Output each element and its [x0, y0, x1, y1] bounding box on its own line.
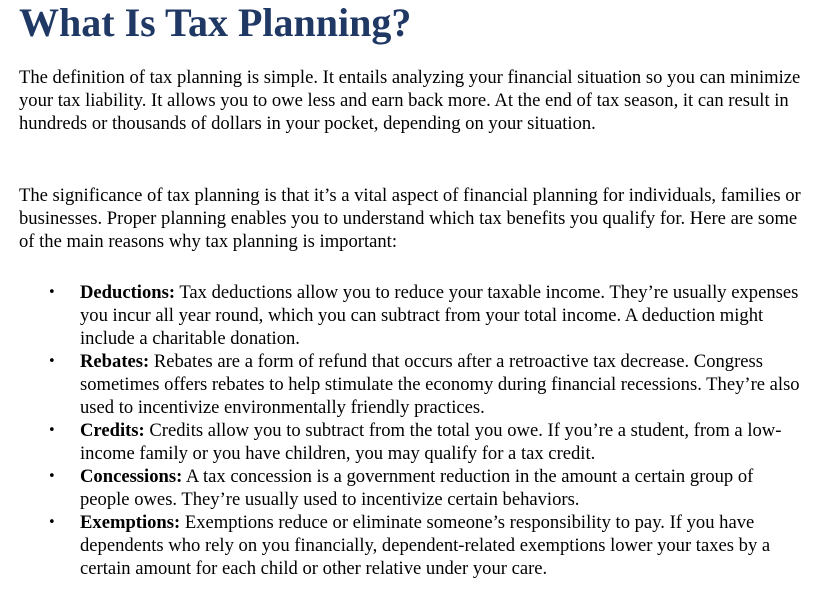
- reasons-list: [19, 281, 819, 580]
- reason-term: Credits:: [80, 420, 145, 441]
- reason-text: Exemptions reduce or eliminate someone’s responsibility to pay. If you have dependents who rely on you financially, dependent-related exemptions lower your taxes by a certain amount for each child or other relative under your care.: [80, 512, 771, 579]
- list-item-concessions: [19, 465, 800, 511]
- bullet-icon: •: [48, 515, 56, 530]
- reason-text: Tax deductions allow you to reduce your taxable income. They’re usually expenses you incur all year round, which you can subtract from your total income. A deduction might include a charitable donation.: [80, 282, 799, 349]
- list-item-exemptions: [19, 511, 800, 580]
- reason-term: Deductions:: [80, 282, 176, 303]
- bullet-icon: •: [48, 469, 56, 484]
- reason-term: Rebates:: [80, 351, 150, 372]
- reason-text: Credits allow you to subtract from the total you owe. If you’re a student, from a low-income family or you have children, you may qualify for a tax credit.: [80, 420, 782, 464]
- list-item-credits: [19, 419, 800, 465]
- definition-paragraph: The definition of tax planning is simple. It entails analyzing your financial situation so you can minimize your tax liability. It allows you to owe less and earn back more. At the end of tax season, it can result in hundreds or thousands of dollars in your pocket, depending on your situation.: [19, 67, 801, 134]
- page-title: What Is Tax Planning?: [19, 0, 412, 45]
- reason-term: Concessions:: [80, 466, 183, 487]
- significance-paragraph: The significance of tax planning is that it’s a vital aspect of financial planning for individuals, families or businesses. Proper planning enables you to understand which tax benefits you qualify for. Here are some of the main reasons why tax planning is important:: [19, 185, 801, 252]
- bullet-icon: •: [48, 285, 56, 300]
- reason-text: Rebates are a form of refund that occurs after a retroactive tax decrease. Congress sometimes offers rebates to help stimulate the economy during financial recessions. They’re also used to incentivize environmentally friendly practices.: [80, 351, 800, 418]
- reason-text: A tax concession is a government reduction in the amount a certain group of people owes. They’re usually used to incentivize certain behaviors.: [80, 466, 754, 510]
- list-item-rebates: [19, 350, 800, 419]
- bullet-icon: •: [48, 354, 56, 369]
- list-item-deductions: [19, 281, 800, 350]
- bullet-icon: •: [48, 423, 56, 438]
- reason-term: Exemptions:: [80, 512, 181, 533]
